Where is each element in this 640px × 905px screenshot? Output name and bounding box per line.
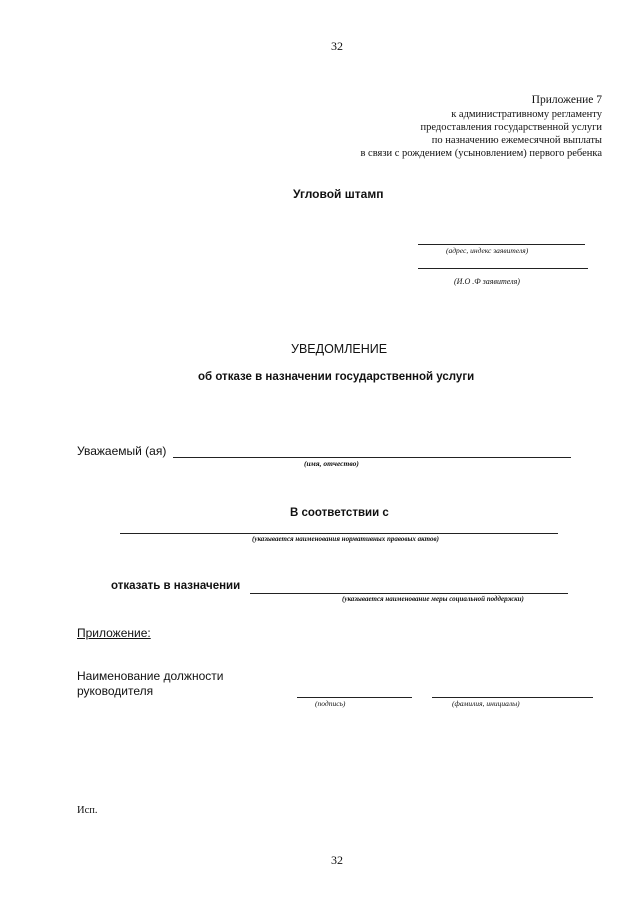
name-caption: (фамилия, инициалы) — [452, 699, 520, 708]
refuse-label: отказать в назначении — [111, 580, 241, 592]
signature-line — [297, 697, 412, 698]
applicant-address-caption: (адрес, индекс заявителя) — [446, 246, 529, 255]
appendix-line-1: к административному регламенту — [451, 109, 602, 120]
notice-subtitle: об отказе в назначении государственной услуги — [198, 371, 475, 383]
position-line-2: руководителя — [77, 684, 154, 698]
greeting-caption: (имя, отчество) — [304, 459, 359, 468]
refuse-caption: (указывается наименование меры социальной поддержки) — [342, 595, 524, 603]
signature-caption: (подпись) — [315, 699, 346, 708]
name-line — [432, 697, 593, 698]
appendix-line-2: предоставления государственной услуги — [420, 122, 602, 133]
appendix-line-3: по назначению ежемесячной выплаты — [431, 135, 602, 146]
applicant-address-line — [418, 244, 585, 245]
attachment-label: Приложение: — [77, 626, 151, 640]
accordance-caption: (указывается наименования нормативных правовых актов) — [252, 535, 439, 543]
page-number-top: 32 — [331, 39, 343, 53]
accordance-label: В соответствии с — [290, 507, 389, 519]
greeting-line — [173, 457, 571, 458]
accordance-line — [120, 533, 558, 534]
applicant-name-caption: (И.О .Ф заявителя) — [454, 277, 520, 286]
executor-label: Исп. — [77, 805, 98, 816]
greeting-label: Уважаемый (ая) — [77, 444, 167, 458]
page-number-bottom: 32 — [331, 853, 343, 867]
position-line-1: Наименование должности — [77, 669, 224, 683]
appendix-line-4: в связи с рождением (усыновлением) первого ребенка — [360, 148, 602, 159]
appendix-title: Приложение 7 — [531, 94, 602, 106]
refuse-line — [250, 593, 568, 594]
applicant-name-line — [418, 268, 588, 269]
notice-title: УВЕДОМЛЕНИЕ — [291, 342, 388, 356]
corner-stamp: Угловой штамп — [293, 187, 384, 201]
